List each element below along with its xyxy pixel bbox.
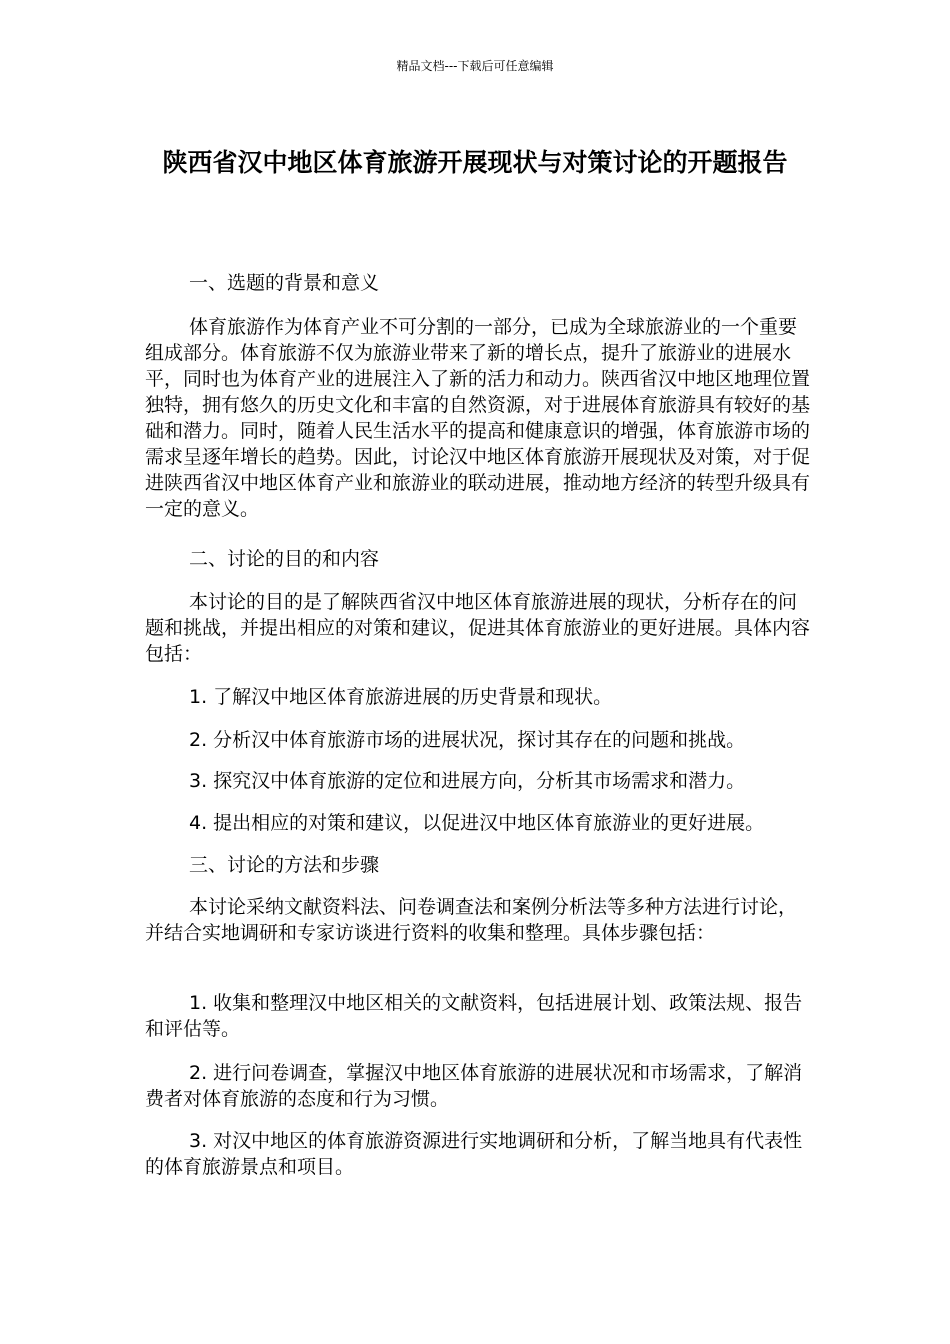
- section-2-list-item: 2. 分析汉中体育旅游市场的进展状况，探讨其存在的问题和挑战。: [189, 729, 746, 751]
- section-3-list-item: 1. 收集和整理汉中地区相关的文献资料，包括进展计划、政策法规、报告和评估等。: [145, 992, 803, 1040]
- section-1-paragraph: 体育旅游作为体育产业不可分割的一部分，已成为全球旅游业的一个重要组成部分。体育旅游不仅为旅游业带来了新的增长点，提升了旅游业的进展水平，同时也为体育产业的进展注入了新的活力和动力。陕西省汉中地区地理位置独特，拥有悠久的历史文化和丰富的自然资源，对于进展体育旅游具有较好的基础和潜力。同时，随着人民生活水平的提高和健康意识的增强，体育旅游市场的需求呈逐年增长的趋势。因此，讨论汉中地区体育旅游开展现状及对策，对于促进陕西省汉中地区体育产业和旅游业的联动进展，推动地方经济的转型升级具有一定的意义。: [145, 316, 811, 520]
- section-3-paragraph: 本讨论采纳文献资料法、问卷调查法和案例分析法等多种方法进行讨论，并结合实地调研和专家访谈进行资料的收集和整理。具体步骤包括：: [145, 896, 798, 944]
- section-3-list-item: 2. 进行问卷调查，掌握汉中地区体育旅游的进展状况和市场需求，了解消费者对体育旅游的态度和行为习惯。: [145, 1062, 803, 1110]
- section-2-list-item: 3. 探究汉中体育旅游的定位和进展方向，分析其市场需求和潜力。: [189, 770, 746, 792]
- section-2-heading: 二、讨论的目的和内容: [189, 548, 380, 570]
- section-2-list-item: 4. 提出相应的对策和建议，以促进汉中地区体育旅游业的更好进展。: [189, 812, 765, 834]
- section-1-heading: 一、选题的背景和意义: [189, 272, 380, 294]
- section-3-heading: 三、讨论的方法和步骤: [189, 854, 380, 876]
- header-note: 精品文档---下载后可任意编辑: [396, 59, 554, 73]
- document-title: 陕西省汉中地区体育旅游开展现状与对策讨论的开题报告: [162, 148, 788, 177]
- section-3-list-item: 3. 对汉中地区的体育旅游资源进行实地调研和分析，了解当地具有代表性的体育旅游景点和项目。: [145, 1130, 803, 1178]
- section-2-paragraph: 本讨论的目的是了解陕西省汉中地区体育旅游进展的现状，分析存在的问题和挑战，并提出相应的对策和建议，促进其体育旅游业的更好进展。具体内容包括：: [145, 591, 811, 665]
- section-2-list-item: 1. 了解汉中地区体育旅游进展的历史背景和现状。: [189, 686, 613, 708]
